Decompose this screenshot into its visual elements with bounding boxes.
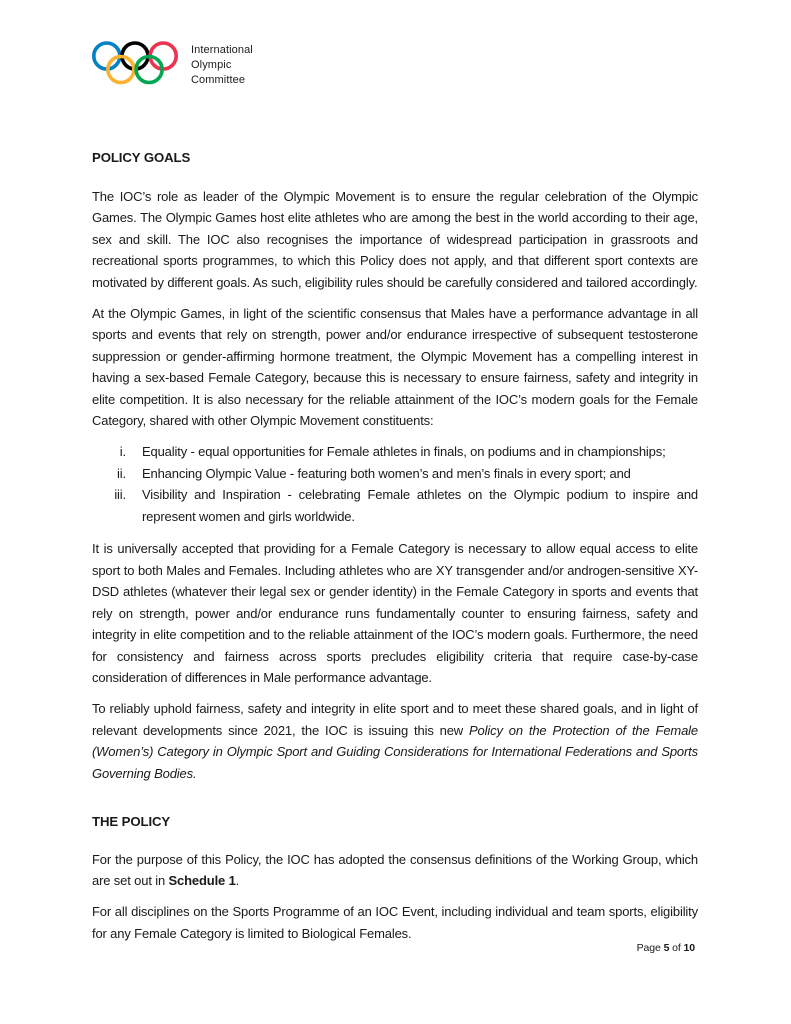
list-marker: ii. xyxy=(117,465,126,481)
logo-wordmark-line: Olympic xyxy=(191,59,232,71)
paragraph-definitions: For the purpose of this Policy, the IOC has adopted the consensus definitions of the Working Group, which are set out in Schedule 1. xyxy=(92,851,698,888)
list-item-equality xyxy=(92,441,698,463)
page-number: Page 5 of 10 xyxy=(636,942,695,954)
list-item-text: Enhancing Olympic Value - featuring both women’s and men’s finals in every sport; and xyxy=(142,465,631,481)
paragraph-universal-acceptance: It is universally accepted that providing for a Female Category is necessary to allow equal access to elite sport to both Males and Females. Including athletes who are XY transgender and/or androgen-sensitive XY-DSD athletes (whatever their legal sex or gender identity) in the Female Category in sports and events that rely on strength, power and/or endurance runs fundamentally counter to ensuring fairness, safety and integrity in elite competition and to the reliable attainment of the IOC’s modern goals. Furthermore, the need for consistency and fairness across sports precludes eligibility criteria that require case-by-case consideration of differences in Male performance advantage. xyxy=(92,541,698,685)
ioc-logo xyxy=(92,40,253,91)
logo-wordmark-line: Committee xyxy=(191,74,246,86)
paragraph-eligibility: For all disciplines on the Sports Programme of an IOC Event, including individual and team sports, eligibility for any Female Category is limited to Biological Females. xyxy=(92,904,698,941)
document-body xyxy=(92,147,698,954)
paragraph-ioc-role: The IOC’s role as leader of the Olympic Movement is to ensure the regular celebration of the Olympic Games. The Olympic Games host elite athletes who are among the best in the world according to their age, sex and skill. The IOC also recognises the importance of widespread participation in grassroots and recreational sports programmes, to which this Policy does not apply, and that different sport contexts are motivated by different goals. As such, eligibility rules should be carefully considered and tailored accordingly. xyxy=(92,188,698,290)
section-heading-policy-goals: POLICY GOALS xyxy=(92,150,191,165)
list-marker: iii. xyxy=(114,487,126,502)
list-item-text: Visibility and Inspiration - celebrating Female athletes on the Olympic podium to inspire and represent women and girls worldwide. xyxy=(142,487,698,524)
list-marker: i. xyxy=(119,444,126,459)
paragraph-new-policy-issuance: To reliably uphold fairness, safety and integrity in elite sport and to meet these shared goals, and in light of relevant developments since 2021, the IOC is issuing this new Policy on the Protection of the Female (Women’s) Category in Olympic Sport and Guiding Considerations for International Federations and Sports Governing Bodies. xyxy=(92,701,698,781)
policy-goals-list xyxy=(92,441,698,527)
list-item-olympic-value xyxy=(92,463,698,485)
paragraph-olympic-games-consensus: At the Olympic Games, in light of the scientific consensus that Males have a performance advantage in all sports and events that rely on strength, power and/or endurance irrespective of subsequent testosterone suppression or gender-affirming hormone treatment, the Olympic Movement has a compelling interest in having a sex-based Female Category, because this is necessary to ensure fairness, safety and integrity in elite competition. It is also necessary for the reliable attainment of the IOC’s modern goals for the Female Category, shared with other Olympic Movement constituents: xyxy=(92,305,698,428)
logo-wordmark-line: International xyxy=(191,44,253,56)
list-item-visibility xyxy=(92,484,698,527)
logo-wordmark xyxy=(191,40,253,88)
section-heading-the-policy: THE POLICY xyxy=(92,814,171,829)
olympic-rings-icon xyxy=(92,41,178,91)
list-item-text: Equality - equal opportunities for Female athletes in finals, on podiums and in championships; xyxy=(142,444,666,459)
